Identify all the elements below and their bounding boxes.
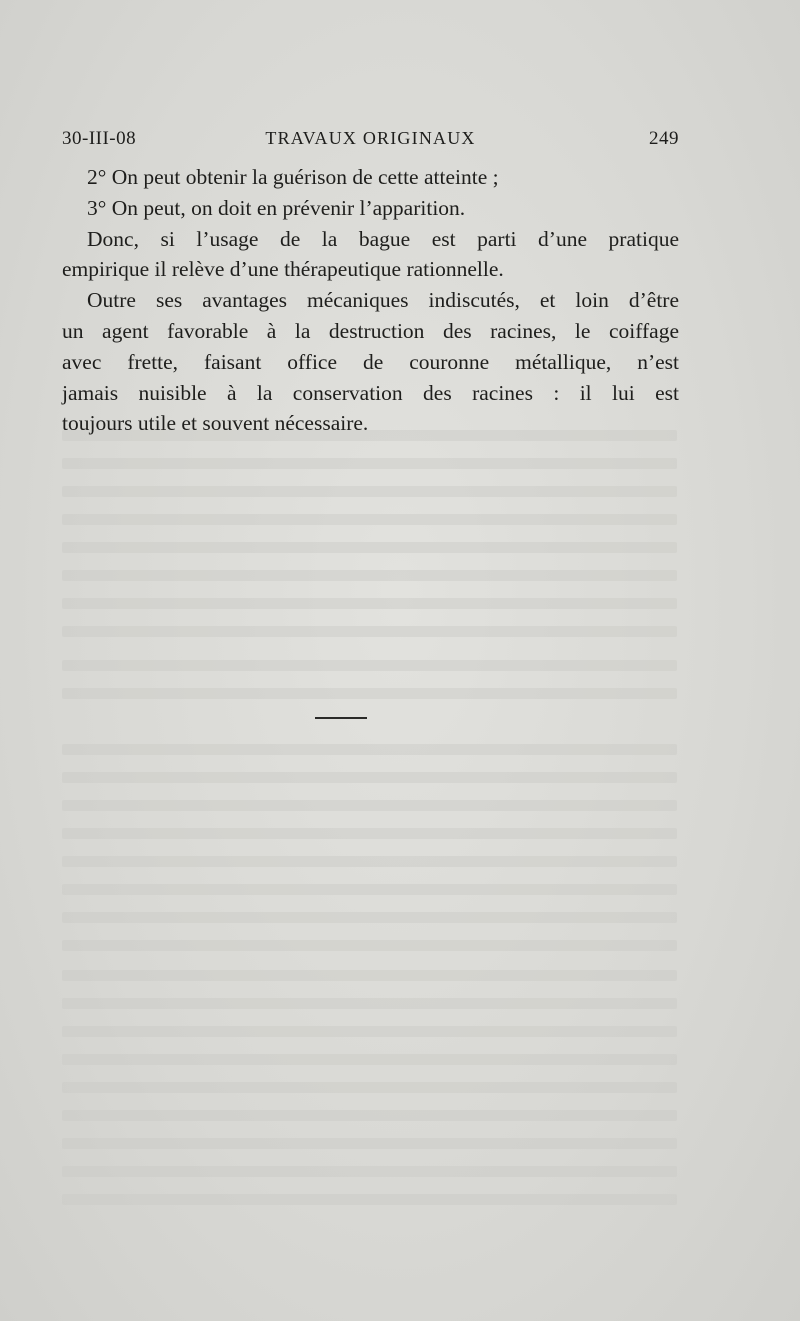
text-line: avec frette, faisant office de couronne métallique, n’est — [62, 349, 679, 374]
bleed-through-line — [62, 884, 677, 895]
running-header — [62, 128, 679, 154]
bleed-through-line — [62, 486, 677, 497]
bleed-through-line — [62, 688, 677, 699]
text-line: 2° On peut obtenir la guérison de cette atteinte ; — [87, 165, 499, 189]
bleed-through-line — [62, 660, 677, 671]
bleed-through-line — [62, 542, 677, 553]
bleed-through-line — [62, 458, 677, 469]
text-line: Outre ses avantages mécaniques indiscutés, et loin d’être — [87, 288, 679, 313]
header-date: 30-III-08 — [62, 128, 137, 149]
text-line: Donc, si l’usage de la bague est parti d’une pratique — [87, 226, 679, 251]
bleed-through-line — [62, 998, 677, 1009]
text-line: toujours utile et souvent nécessaire. — [62, 411, 369, 436]
text-line: empirique il relève d’une thérapeutique rationnelle. — [62, 257, 504, 282]
bleed-through-line — [62, 1082, 677, 1093]
text-line: un agent favorable à la destruction des racines, le coiffage — [62, 318, 679, 343]
bleed-through-line — [62, 1026, 677, 1037]
bleed-through-line — [62, 1166, 677, 1177]
bleed-through-line — [62, 1110, 677, 1121]
page-number: 249 — [649, 128, 679, 149]
bleed-through-line — [62, 744, 677, 755]
bleed-through-line — [62, 598, 677, 609]
bleed-through-line — [62, 514, 677, 525]
bleed-through-line — [62, 1138, 677, 1149]
text-line: jamais nuisible à la conservation des racines : il lui est — [62, 380, 679, 405]
bleed-through-line — [62, 626, 677, 637]
section-divider — [315, 717, 367, 719]
bleed-through-line — [62, 1194, 677, 1205]
bleed-through-line — [62, 800, 677, 811]
bleed-through-line — [62, 970, 677, 981]
bleed-through-line — [62, 828, 677, 839]
bleed-through-line — [62, 772, 677, 783]
bleed-through-line — [62, 912, 677, 923]
bleed-through-line — [62, 856, 677, 867]
text-line: 3° On peut, on doit en prévenir l’apparition. — [87, 195, 466, 220]
bleed-through-line — [62, 570, 677, 581]
body-text — [62, 162, 679, 439]
bleed-through-line — [62, 940, 677, 951]
bleed-through-line — [62, 1054, 677, 1065]
header-section-title: TRAVAUX ORIGINAUX — [265, 128, 476, 148]
